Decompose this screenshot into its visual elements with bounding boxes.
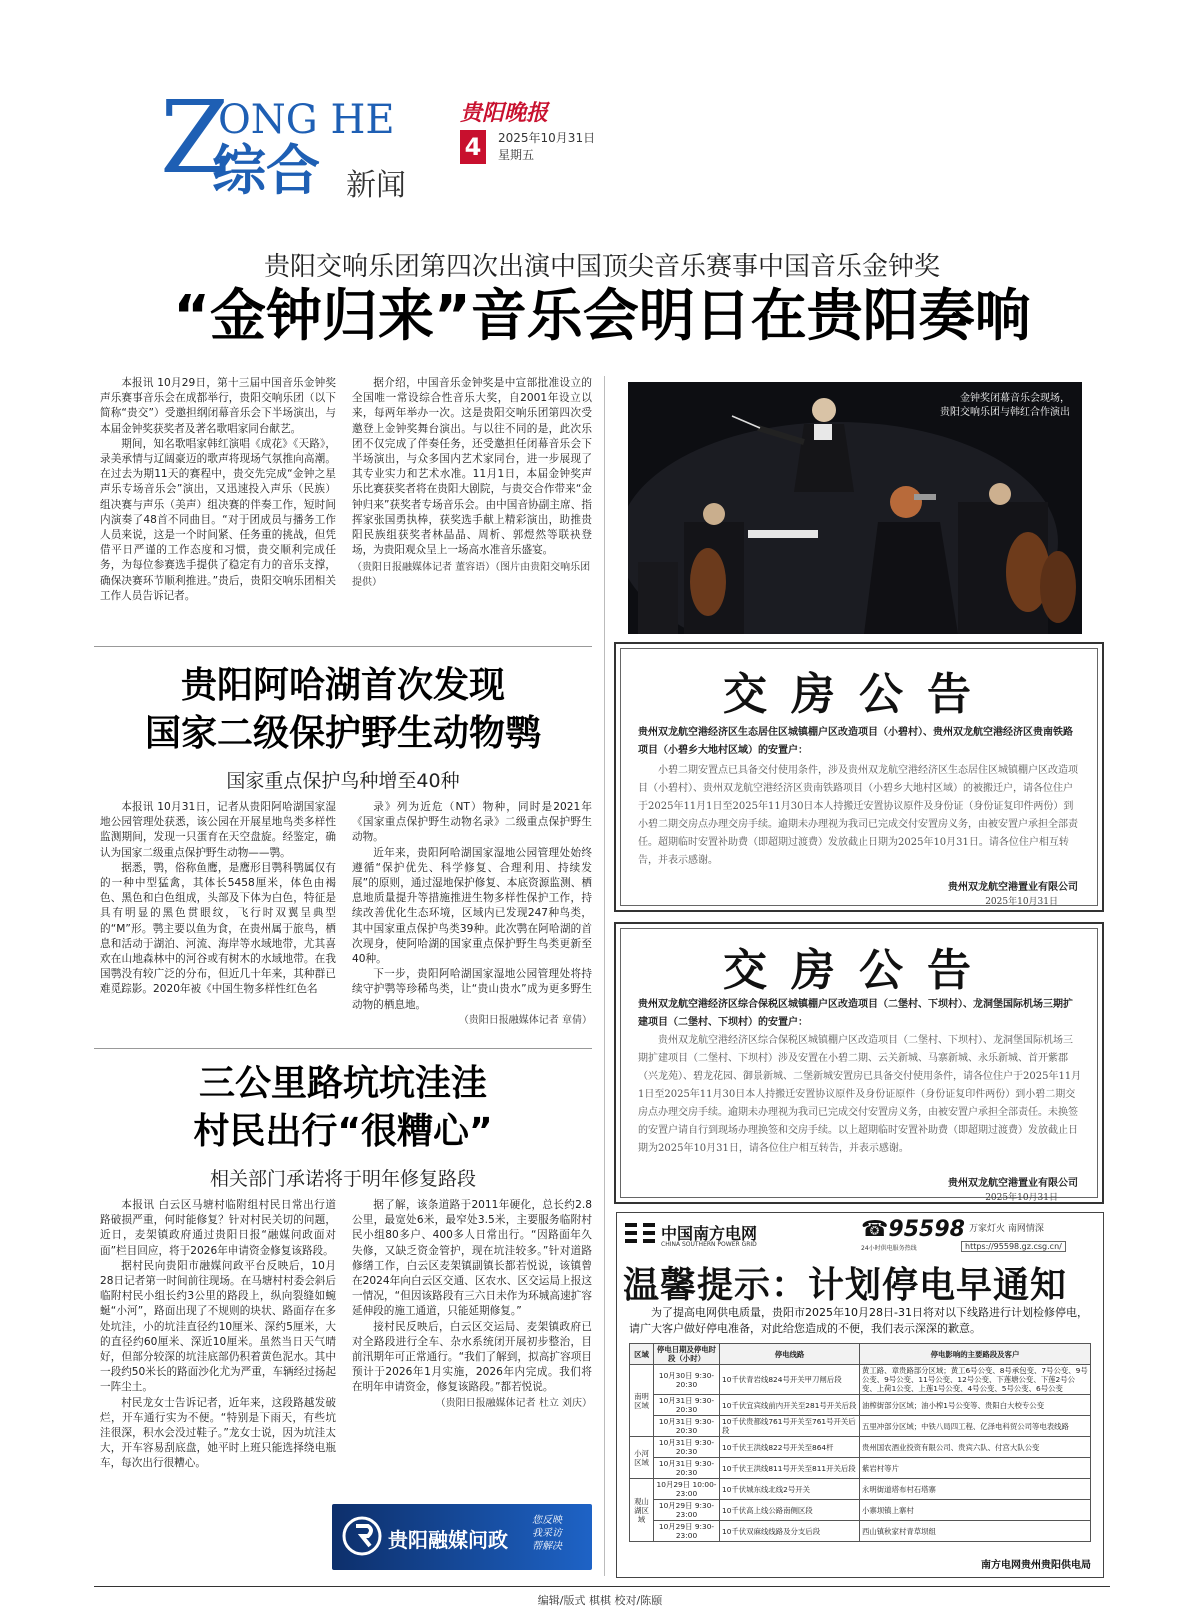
cell-time: 10月31日 9:30-20:30 bbox=[654, 1416, 720, 1437]
hotline-text: 95598 bbox=[888, 1217, 965, 1242]
notice-body: 贵州双龙航空港经济区综合保税区城镇棚户区改造项目（二堡村、下坝村）、龙洞堡国际机场三期扩建项目（二堡村、下坝村）涉及安置在小碧二期、云关新城、马寨新城、永乐新城、首开紫郡（兴龙苑）、碧龙花园、御景新城、二堡新城安置房已具备交付使用条件，请各位住户于2025年11月1日至2025年11月30日本人持搬迁安置协议原件及身份证原件（身份证复印件两份）到小碧二期交房点办理交房手续。逾期未办理视为我司已完成交付安置房义务，由被安置户承担全部责任。未换签的安置户请自行到现场办理换签和交房手续。以上超期临时安置补助费（即超期过渡费）发放截止日期为2025年10月31日，请各位住户相互转告，并表示感谢。 bbox=[638, 1035, 1082, 1154]
cell-time: 10月31日 9:30-20:30 bbox=[654, 1437, 720, 1458]
paragraph: 据村民向贵阳市融媒问政平台反映后，10月28日记者第一时间前往现场。在马塘村村委会斜后临附村民小组长约3公里的路段上，纵向裂缝如蜿蜒“小河”，路面出现了不规则的块状、路面存在多处坑洼，小的坑洼直径约10厘米、深约5厘米，大的直径约60厘米、深近10厘米。虽然当日天气晴好，但部分较深的坑洼底部仍积着黄色泥水。其中一段约50米长的路面沙化尤为严重，车辆经过扬起一阵尘土。 bbox=[100, 1259, 336, 1394]
cell-line: 10千伏宜宾线前内开关至281号开关后段 bbox=[720, 1395, 860, 1416]
banner-slogan bbox=[532, 1514, 562, 1553]
outage-table-header-row bbox=[630, 1344, 1091, 1365]
cell-affected: 五里冲部分区域；中铁八局四工程、亿泽电科贸公司等电表线路 bbox=[860, 1416, 1091, 1437]
section-divider bbox=[94, 1048, 592, 1049]
lead-credit: （贵阳日报融媒体记者 董容语）（图片由贵阳交响乐团提供） bbox=[352, 562, 591, 589]
page-footer: 编辑/版式 棋棋 校对/陈颐 bbox=[537, 1594, 663, 1607]
col-header: 停电线路 bbox=[720, 1344, 860, 1365]
story2-headline bbox=[94, 662, 592, 758]
table-row bbox=[630, 1458, 1091, 1479]
photo-caption bbox=[940, 392, 1070, 420]
cell-affected: 贵州国农酒业投资有限公司、贵宾六队、付宫大队公变 bbox=[860, 1437, 1091, 1458]
hotline-slogan: 万家灯火 南网情深 bbox=[969, 1224, 1044, 1234]
cell-time: 10月29日 10:00-23:00 bbox=[654, 1479, 720, 1500]
cell-line: 10千伏双麻线线路及分支后段 bbox=[720, 1521, 860, 1542]
paragraph: 据了解，该条道路于2011年硬化，总长约2.8公里，最宽处6米，最窄处3.5米，主要服务临附村民小组80多户、400多人日常出行。“因路面年久失修，又缺乏资金管护，现在坑洼较多。”针对道路修缮工作，白云区麦架镇副镇长都若悦说，该镇曾在2024年向白云区交通、区农水、区交运局上报这一情况，“但因该路段有三六日未作为环城高速扩容延伸段的施工通道，只能延期修复。” bbox=[352, 1199, 592, 1318]
section-masthead bbox=[160, 79, 430, 203]
wenzheng-logo-icon bbox=[342, 1516, 382, 1556]
notice-date: 2025年10月31日 bbox=[985, 897, 1058, 907]
cell-affected: 永明街道塔布村石塔寨 bbox=[860, 1479, 1091, 1500]
paragraph: 接村民反映后，白云区交运局、麦架镇政府已对全路段进行全车、杂水系统闭开展初步整治，目前汛期年可正常通行。“我们了解到，拟高扩容项目预计于2026年1月实施，2026年内完成。我们将在明年申请资金，修复该路段。”都若悦说。 bbox=[352, 1320, 592, 1394]
cell-line: 10千伏青岩线824号开关甲刀闸后段 bbox=[720, 1365, 860, 1395]
table-row bbox=[630, 1437, 1091, 1458]
cell-time: 10月31日 9:30-20:30 bbox=[654, 1395, 720, 1416]
paragraph: 近年来，贵阳阿哈湖国家湿地公园管理处始终遵循“保护优先、科学修复、合理利用、持续发展”的原则，通过湿地保护修复、本底资源监测、栖息地质量提升等措施推进生物多样性保护工作，持续改善优化生态环境，区域内已发现247种鸟类，其中国家重点保护鸟类39种。此次鹗在阿哈湖的首次现身，使阿哈湖的国家重点保护野生鸟类更新至40种。 bbox=[352, 846, 592, 966]
notice-lead: 贵州双龙航空港经济区综合保税区城镇棚户区改造项目（二堡村、下坝村）、龙洞堡国际机场三期扩建项目（二堡村、下坝村）的安置户： bbox=[638, 999, 1073, 1028]
power-company-name: 中国南方电网 bbox=[661, 1224, 758, 1243]
banner-title: 贵阳融媒问政 bbox=[388, 1528, 508, 1552]
paragraph: 村民龙女士告诉记者，近年来，这段路越发破烂，开车通行实为不便。“特别是下雨天，有些坑洼很深，积水会没过鞋子。”龙女士说，因为坑洼太大，开车容易刮底盘，她平时上班只能选择绕电瓶车，每次出行很糟心。 bbox=[100, 1396, 336, 1470]
lead-column-2 bbox=[352, 376, 592, 590]
notice-title: 交房公告 bbox=[723, 669, 995, 720]
cell-affected: 西山镇秋家村青草坝组 bbox=[860, 1521, 1091, 1542]
story3-credit: （贵阳日报融媒体记者 杜立 刘庆） bbox=[435, 1397, 592, 1409]
story3-column-1 bbox=[100, 1198, 336, 1472]
cell-line: 10千伏高上线公路南侧区段 bbox=[720, 1500, 860, 1521]
cell-area: 小河区域 bbox=[630, 1437, 654, 1479]
story2-headline-line: 国家二级保护野生动物鹗 bbox=[144, 713, 541, 754]
cell-affected: 油榨街部分区域；油小榨1号公变等、贵阳白大校专公变 bbox=[860, 1395, 1091, 1416]
paragraph: 本报讯 10月31日，记者从贵阳阿哈湖国家湿地公园管理处获悉，该公园在开展星地鸟类多样性监测期间，发现一只蛋育在天空盘旋。经鉴定，确认为国家二级重点保护野生动物——鹗。 bbox=[100, 801, 336, 859]
story2-column-1 bbox=[100, 800, 336, 998]
page-number: 4 bbox=[460, 130, 486, 164]
outage-ad-intro: 为了提高电网供电质量，贵阳市2025年10月28日-31日将对以下线路进行计划检修停电，请广大客户做好停电准备，对此给您造成的不便，我们表示深深的歉意。 bbox=[629, 1306, 1088, 1335]
cell-affected: 小寨坝镇上寨村 bbox=[860, 1500, 1091, 1521]
handover-notice-2 bbox=[614, 922, 1104, 1204]
cell-affected: 紫岩村等片 bbox=[860, 1458, 1091, 1479]
paragraph: 据介绍，中国音乐金钟奖是中宣部批准设立的全国唯一常设综合性音乐大奖，自2001年设立以来，每两年举办一次。这是贵阳交响乐团第四次受邀登上金钟奖舞台演出。与以往不同的是，此次乐团不仅完成了伴奏任务，还受邀担任闭幕音乐会下半场演出，与众多国内艺术家同台，进一步展现了其专业实力和艺术水准。11月1日，本届金钟奖声乐比赛获奖者将在贵阳大剧院，与贵交合作带来“金钟归来”获奖者专场音乐会。由中国音协副主席、指挥家张国勇执棒，获奖选手献上精彩演出，助推贵阳民族组获奖者林晶晶、周析、郭煜然等联袂登场，为贵阳观众呈上一场高水准音乐盛宴。 bbox=[352, 377, 592, 557]
notice-lead: 贵州双龙航空港经济区生态居住区城镇棚户区改造项目（小碧村）、贵州双龙航空港经济区贵南铁路项目（小碧乡大地村区域）的安置户： bbox=[638, 727, 1073, 756]
power-website-link[interactable]: https://95598.gz.csg.cn/ bbox=[961, 1241, 1066, 1252]
paragraph: 录》列为近危（NT）物种，同时是2021年《国家重点保护野生动物名录》二级重点保护野生动物。 bbox=[352, 801, 592, 844]
table-row bbox=[630, 1416, 1091, 1437]
power-outage-ad bbox=[616, 1212, 1104, 1578]
cell-line: 10千伏王洪线822号开关至864杆 bbox=[720, 1437, 860, 1458]
story3-kicker: 相关部门承诺将于明年修复路段 bbox=[209, 1168, 476, 1190]
media-wenzheng-banner bbox=[332, 1504, 592, 1570]
column-divider bbox=[604, 376, 605, 1576]
col-header: 停电日期及停电时段（小时） bbox=[654, 1344, 720, 1365]
story3-headline-line: 村民出行“很糟心” bbox=[193, 1111, 493, 1152]
notice-signature: 贵州双龙航空港置业有限公司 bbox=[948, 1178, 1078, 1189]
story3-headline-line: 三公里路坑坑洼洼 bbox=[198, 1063, 487, 1104]
paragraph: 据悉，鹗，俗称鱼鹰，是鹰形目鹗科鹗属仅有的一种中型猛禽，其体长5458厘米，体色由褐色、黑色和白色组成，头部及下体为白色，特征是具有明显的黑色贯眼纹，飞行时双翼呈典型的“M”形。鹗主要以鱼为食，在贵州属于旅鸟，栖息和活动于湖泊、河流、海岸等水域地带，尤其喜欢在山地森林中的河谷或有树木的水域地带。在我国鹗没有较广泛的分布，但近几十年来，其种群已难觅踪影。2020年被《中国生物多样性红色名 bbox=[100, 861, 336, 996]
hotline-number bbox=[861, 1217, 965, 1242]
outage-table-wrap bbox=[629, 1343, 1091, 1542]
photo-caption-line: 金钟奖闭幕音乐会现场， bbox=[960, 393, 1070, 404]
phone-icon: ☎ bbox=[861, 1217, 889, 1242]
outage-table bbox=[629, 1343, 1091, 1542]
masthead-pinyin: ONG HE bbox=[218, 97, 395, 143]
notice-body: 小碧二期安置点已具备交付使用条件，涉及贵州双龙航空港经济区生态居住区城镇棚户区改造项目（小碧村）、贵州双龙航空港经济区贵南铁路项目（小碧乡大地村区域）的被搬迁户，请各位住户于2025年11月1日至2025年11月30日本人持搬迁安置协议原件及身份证（身份证复印件两份）到小碧二期交房点办理交房手续。逾期未办理视为我司已完成交付安置房义务，由被安置户承担全部责任。超期临时安置补助费（即超期过渡费）发放截止日期为2025年10月31日。请各位住户相互转告，并表示感谢。 bbox=[638, 765, 1078, 866]
story2-column-2 bbox=[352, 800, 592, 1028]
table-row bbox=[630, 1479, 1091, 1500]
section-divider bbox=[94, 646, 592, 647]
notice-title: 交房公告 bbox=[723, 945, 995, 996]
cell-area: 南明区域 bbox=[630, 1365, 654, 1437]
table-row bbox=[630, 1365, 1091, 1395]
story2-headline-line: 贵阳阿哈湖首次发现 bbox=[180, 665, 505, 706]
banner-slogan-line: 帮解决 bbox=[532, 1541, 562, 1552]
date-text: 2025年10月31日 bbox=[498, 131, 596, 145]
hotline-desc: 24小时供电服务热线 bbox=[861, 1245, 917, 1252]
col-header: 区域 bbox=[630, 1344, 654, 1365]
paragraph: 本报讯 白云区马塘村临附组村民日常出行道路破损严重，何时能修复？针对村民关切的问题，近日，麦架镇政府通过贵阳日报“融媒问政面对面”栏目回应，将于2026年申请资金修复该路段。 bbox=[100, 1199, 336, 1257]
masthead-news-label: 新闻 bbox=[346, 168, 406, 203]
photo-caption-line: 贵阳交响乐团与韩红合作演出 bbox=[940, 407, 1070, 418]
table-row bbox=[630, 1395, 1091, 1416]
masthead-letter-z: Z bbox=[160, 79, 230, 196]
cell-time: 10月31日 9:30-20:30 bbox=[654, 1458, 720, 1479]
weekday-text: 星期五 bbox=[498, 148, 535, 162]
table-row bbox=[630, 1500, 1091, 1521]
footer-rule bbox=[94, 1586, 1110, 1587]
issue-date bbox=[498, 130, 595, 164]
notice-date: 2025年10月31日 bbox=[985, 1193, 1058, 1203]
banner-slogan-line: 我采访 bbox=[532, 1528, 562, 1539]
story3-column-2 bbox=[352, 1198, 592, 1411]
concert-photo bbox=[628, 382, 1082, 634]
paragraph: 下一步，贵阳阿哈湖国家湿地公园管理处将持续守护鹗等珍稀鸟类，让“贵山贵水”成为更多野生动物的栖息地。 bbox=[352, 968, 592, 1011]
cell-affected: 黄工路、章贵路部分区域；黄工6号公变、8号承包变、7号公变、9号公变、9号公变、11号公变、12号公变、下莲塘公变、下莲2号公变、上荷1公变、上莲1号公变、4号公变、5号公变、6号公变 bbox=[860, 1365, 1091, 1395]
outage-ad-title: 温馨提示：计划停电早通知 bbox=[623, 1265, 1068, 1306]
power-company-english: CHINA SOUTHERN POWER GRID bbox=[661, 1241, 757, 1248]
paragraph: 本报讯 10月29日，第十三届中国音乐金钟奖声乐赛事音乐会在成都举行，贵阳交响乐团（以下简称“贵交”）受邀担纲闭幕音乐会下半场演出，与本届金钟奖获奖者及著名歌唱家同台献艺。 bbox=[100, 377, 336, 435]
banner-slogan-line: 您反映 bbox=[532, 1515, 562, 1526]
cell-line: 10千伏王洪线811号开关至811开关后段 bbox=[720, 1458, 860, 1479]
cell-line: 10千伏贵都线761号开关至761号开关后段 bbox=[720, 1416, 860, 1437]
cell-time: 10月29日 9:30-23:00 bbox=[654, 1521, 720, 1542]
cell-time: 10月30日 9:30-20:30 bbox=[654, 1365, 720, 1395]
col-header: 停电影响的主要路段及客户 bbox=[860, 1344, 1091, 1365]
story3-headline bbox=[94, 1060, 592, 1156]
power-grid-logo-icon bbox=[625, 1221, 655, 1245]
story2-kicker: 国家重点保护鸟种增至40种 bbox=[226, 770, 460, 792]
masthead-section-title: 综合 bbox=[212, 139, 320, 202]
notice-signature: 贵州双龙航空港置业有限公司 bbox=[948, 882, 1078, 893]
paper-logo: 贵阳晚报 bbox=[460, 100, 549, 126]
handover-notice-1 bbox=[614, 642, 1104, 912]
cell-time: 10月29日 9:30-23:00 bbox=[654, 1500, 720, 1521]
table-row bbox=[630, 1521, 1091, 1542]
outage-ad-signature: 南方电网贵州贵阳供电局 bbox=[981, 1560, 1091, 1571]
paragraph: 期间，知名歌唱家韩红演唱《成花》《天路》，录美承情与辽阔豪迈的歌声将现场气氛推向高潮。在过去为期11天的赛程中，贵交先完成“金钟之星声乐专场音乐会”演出，又迅速投入声乐（民族）组决赛与声乐（美声）组决赛的伴奏工作，短时间内演奏了48首不同曲目。“对于团成员与播务工作人员来说，这是一个时间紧、任务重的挑战，但凭借平日严谨的工作态度和习惯，贵交顺利完成任务，为每位参赛选手提供了稳定有力的音乐支撑，确保决赛环节顺利推进。”贵后，贵阳交响乐团相关工作人员告诉记者。 bbox=[100, 437, 336, 602]
lead-column-1 bbox=[100, 376, 336, 604]
story2-credit: （贵阳日报融媒体记者 章倩） bbox=[458, 1014, 592, 1026]
lead-headline: “金钟归来”音乐会明日在贵阳奏响 bbox=[173, 284, 1031, 349]
cell-area: 观山湖区域 bbox=[630, 1479, 654, 1542]
lead-subhead: 贵阳交响乐团第四次出演中国顶尖音乐赛事中国音乐金钟奖 bbox=[263, 252, 940, 282]
cell-line: 10千伏城东线北线2号开关 bbox=[720, 1479, 860, 1500]
